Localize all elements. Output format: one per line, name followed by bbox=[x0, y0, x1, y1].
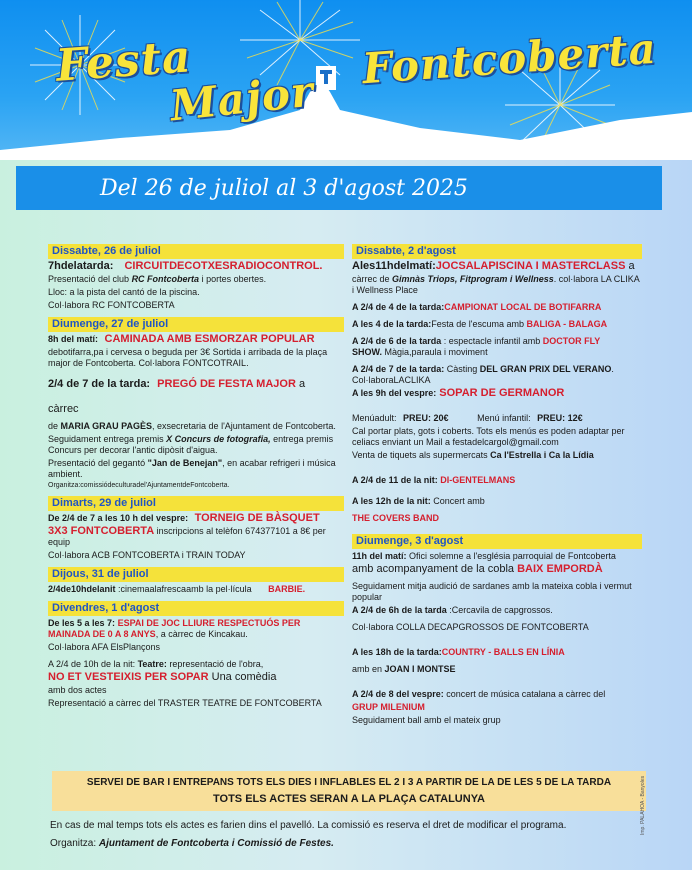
text: Festa de l'escuma amb bbox=[431, 319, 527, 329]
event-time: 7hdelatarda: bbox=[48, 260, 114, 272]
weather-note: En cas de mal temps tots els actes es farien dins el pavelló. La comissió es reserva el dret de modificar el programa. bbox=[50, 820, 567, 831]
text: , a càrrec de Kincakau. bbox=[155, 629, 248, 639]
event-collab: Col·labora RC FONTCOBERTA bbox=[48, 300, 175, 310]
tickets-info bbox=[352, 450, 642, 461]
event-time: 2/4de10hdelanit bbox=[48, 584, 116, 594]
event-time: A 2/4 de 10h de la nit: bbox=[48, 659, 138, 669]
event-time: 11h del matí: bbox=[352, 551, 407, 561]
text: Seguidament entrega premis bbox=[48, 434, 167, 444]
organizer-label: Organitza: bbox=[50, 838, 99, 849]
event-title: PREGÓ DE FESTA MAJOR bbox=[157, 378, 296, 390]
event-pool bbox=[352, 261, 642, 272]
text: :cinemaalafrescaamb la pel·lícula bbox=[115, 584, 252, 594]
event-title: BALIGA - BALAGA bbox=[526, 319, 608, 329]
text: Ofici solemne a l'església parroquial de Fontcoberta bbox=[406, 551, 616, 561]
bar-info-banner bbox=[52, 771, 646, 811]
menu-label: Menúadult: bbox=[352, 413, 397, 423]
event-desc: amb dos actes bbox=[48, 685, 107, 695]
event-collab: Col·labora AFA ElsPlançons bbox=[48, 642, 161, 652]
event-time: A 2/4 de 7 de la tarda: bbox=[352, 364, 445, 374]
text: representació de l'obra, bbox=[166, 659, 264, 669]
event-catalan-concert bbox=[352, 689, 642, 700]
event-walk bbox=[48, 334, 344, 345]
event-desc bbox=[48, 274, 344, 285]
event-foam bbox=[352, 319, 642, 330]
title-major: Major bbox=[167, 66, 317, 131]
event-country-hosts bbox=[352, 664, 642, 675]
day-header-sun27: Diumenge, 27 de juliol bbox=[48, 317, 344, 332]
text: a bbox=[295, 378, 306, 390]
event-time: A 2/4 de 6 de la tarda bbox=[352, 336, 442, 346]
event-mass bbox=[352, 551, 642, 562]
text: , en acabar refrigeri i música ambient. bbox=[48, 458, 336, 479]
event-dance: Seguidament ball amb el mateix grup bbox=[352, 715, 501, 725]
menu-prices bbox=[352, 413, 642, 424]
title-fontcoberta: Fontcoberta bbox=[360, 23, 659, 94]
event-title: COUNTRY - BALLS EN LÍNIA bbox=[441, 647, 565, 657]
left-column bbox=[48, 244, 344, 711]
event-cinema bbox=[48, 584, 344, 595]
event-time: De les 5 a les 7: bbox=[48, 618, 116, 628]
event-concert bbox=[352, 496, 642, 507]
event-botifarra bbox=[352, 302, 642, 313]
event-basket bbox=[48, 513, 344, 524]
text: : espectacle infantil amb bbox=[441, 336, 543, 346]
club-name: RC Fontcoberta bbox=[131, 274, 200, 284]
text-carrec: càrrec bbox=[48, 403, 79, 415]
event-country bbox=[352, 647, 642, 658]
event-prizes bbox=[48, 434, 344, 456]
movie-title: BARBIE. bbox=[268, 584, 306, 594]
event-capgrossos bbox=[352, 605, 642, 616]
event-theatre bbox=[48, 659, 344, 670]
text: :Cercavila de capgrossos. bbox=[446, 605, 553, 615]
event-desc bbox=[48, 526, 344, 548]
event-title: DOCTOR FLY bbox=[542, 336, 601, 346]
day-header-tue29: Dimarts, 29 de juliol bbox=[48, 496, 344, 511]
event-title: TORNEIG DE BÀSQUET bbox=[194, 512, 320, 524]
text: Càsting bbox=[444, 364, 480, 374]
giant-name: "Jan de Benejan" bbox=[147, 458, 223, 468]
event-desc bbox=[352, 274, 642, 296]
event-time: A 2/4 de 4 de la tarda: bbox=[352, 302, 445, 312]
banner-line-2: TOTS ELS ACTES SERAN A LA PLAÇA CATALUNYA bbox=[213, 793, 485, 805]
day-header-thu31: Dijous, 31 de juliol bbox=[48, 567, 344, 582]
banner-line-1: SERVEI DE BAR I ENTREPANS TOTS ELS DIES I INFLABLES EL 2 I 3 A PARTIR DE LA DE LES 5 DE LA TARDA bbox=[86, 777, 612, 788]
organizer-name: Ajuntament de Fontcoberta i Comissió de Festes. bbox=[98, 838, 334, 849]
right-column bbox=[352, 244, 642, 728]
event-band bbox=[352, 513, 642, 524]
speaker-name: MARIA GRAU PAGÈS bbox=[60, 421, 153, 431]
text: càrrec de bbox=[352, 274, 393, 284]
event-dinner bbox=[352, 388, 642, 399]
event-time: De 2/4 de 7 a les 10 h del vespre: bbox=[48, 513, 189, 523]
event-time: Ales11hdelmatí: bbox=[352, 260, 436, 272]
event-group bbox=[352, 702, 642, 713]
event-time: 2/4 de 7 de la tarda: bbox=[48, 378, 151, 390]
event-rc-cars bbox=[48, 261, 344, 272]
text: de bbox=[48, 421, 61, 431]
event-time: A les 4 de la tarda: bbox=[352, 319, 432, 329]
event-play-space bbox=[48, 618, 344, 640]
day-header-sun3: Diumenge, 3 d'agost bbox=[352, 534, 642, 549]
text: Venta de tiquets als supermercats bbox=[352, 450, 491, 460]
event-time: A 2/4 de 6h de la tarda bbox=[352, 605, 447, 615]
text: amb acompanyament de la cobla bbox=[352, 563, 518, 575]
event-title: SOPAR DE GERMANOR bbox=[439, 387, 565, 399]
organizer-line bbox=[50, 838, 334, 849]
event-giant bbox=[48, 458, 344, 480]
event-title: CAMINADA AMB ESMORZAR POPULAR bbox=[104, 333, 315, 345]
event-title: SHOW. bbox=[352, 347, 383, 357]
text: Màgia,paraula i moviment bbox=[382, 347, 488, 357]
menu-price: PREU: 12€ bbox=[537, 413, 583, 423]
text: inscripcions al telèfon 674377101 a 8€ per equip bbox=[48, 526, 326, 547]
play-title: NO ET VESTEIXIS PER SOPAR bbox=[48, 671, 209, 683]
event-dj bbox=[352, 475, 642, 486]
text: Concert amb bbox=[430, 496, 485, 506]
menu-info: Cal portar plats, gots i coberts. Tots els menús es poden adaptar per celiacs enviant un Mail a festadelcargol@gmail.com bbox=[352, 426, 625, 447]
event-collab: Col·labora COLLA DECAPGROSSOS DE FONTCOBERTA bbox=[352, 622, 589, 632]
text: Presentació del club bbox=[48, 274, 132, 284]
event-desc: debotifarra,pa i cervesa o beguda per 3€ Sortida i arribada de la plaça major de Fontcoberta. Col·labora FONTCOTRAIL. bbox=[48, 347, 328, 368]
event-title: CIRCUITDECOTXESRADIOCONTROL. bbox=[124, 260, 323, 272]
band-name: THE COVERS BAND bbox=[352, 513, 440, 523]
event-title: JOCSALAPISCINA I MASTERCLASS bbox=[435, 260, 626, 272]
text: Presentació del gegantó bbox=[48, 458, 148, 468]
event-time: 8h del matí: bbox=[48, 334, 99, 344]
text: amb en bbox=[352, 664, 385, 674]
festival-dates: Del 26 de juliol al 3 d'agost 2025 bbox=[100, 176, 468, 201]
event-title: DEL GRAN PRIX DEL VERANO bbox=[479, 364, 612, 374]
event-title: CAMPIONAT LOCAL DE BOTIFARRA bbox=[444, 302, 602, 312]
event-time: A les 9h del vespre: bbox=[352, 388, 437, 398]
event-organizer: Organitza:comissiódeculturadel'AjuntamentdeFontcoberta. bbox=[48, 482, 230, 489]
event-time: A 2/4 de 8 del vespre: bbox=[352, 689, 444, 699]
menu-price: PREU: 20€ bbox=[403, 413, 449, 423]
text: entrega premis Concurs per decorar l'antic dipòsit d'aigua. bbox=[48, 434, 334, 455]
text: i portes obertes. bbox=[199, 274, 267, 284]
printer-credit: Imp. PALAHOA - Banyoles bbox=[640, 775, 646, 835]
text: . col·labora LA CLIKA i Wellness Place bbox=[352, 274, 640, 295]
text: concert de música catalana a càrrec del bbox=[443, 689, 606, 699]
event-title: 3X3 FONTCOBERTA bbox=[48, 525, 155, 537]
menu-label: Menú infantil: bbox=[477, 413, 531, 423]
text: , exsecretaria de l'Ajuntament de Fontcoberta. bbox=[152, 421, 336, 431]
gym-names: Gimnàs Triops, Fitprogram i Wellness bbox=[392, 274, 554, 284]
event-play bbox=[48, 672, 344, 683]
event-title: ESPAI DE JOC LLIURE RESPECTUÓS PER MAINADA DE 0 A 8 ANYS bbox=[48, 618, 301, 639]
event-speaker bbox=[48, 421, 344, 432]
contest-name: X Concurs de fotografia, bbox=[166, 434, 271, 444]
cobla-name: BAIX EMPORDÀ bbox=[517, 563, 603, 575]
title-festa: Festa bbox=[54, 31, 194, 92]
event-time: A 2/4 de 11 de la nit: bbox=[352, 475, 438, 485]
event-casting bbox=[352, 364, 642, 386]
event-cobla bbox=[352, 564, 642, 575]
day-header-sat26: Dissabte, 26 de juliol bbox=[48, 244, 344, 259]
text: a bbox=[625, 260, 635, 272]
header-banner bbox=[0, 0, 692, 160]
text: Teatre: bbox=[137, 659, 167, 669]
group-name: GRUP MILENIUM bbox=[352, 702, 425, 712]
text: Una comèdia bbox=[208, 671, 277, 683]
event-time: A les 12h de la nit: bbox=[352, 496, 431, 506]
shops: Ca l'Estrella i Ca la Lídia bbox=[490, 450, 594, 460]
event-title: DI-GENTELMANS bbox=[440, 475, 516, 485]
event-pregon bbox=[48, 379, 344, 390]
event-time: A les 18h de la tarda: bbox=[352, 647, 442, 657]
event-desc: Representació a càrrec del TRASTER TEATRE DE FONTCOBERTA bbox=[48, 698, 322, 708]
text: . Col·laboraLACLIKA bbox=[352, 364, 614, 385]
day-header-sat2: Dissabte, 2 d'agost bbox=[352, 244, 642, 259]
event-doctor-fly bbox=[352, 336, 642, 358]
event-place: Lloc: a la pista del cantó de la piscina. bbox=[48, 287, 200, 297]
hosts: JOAN I MONTSE bbox=[384, 664, 456, 674]
day-header-fri1: Divendres, 1 d'agost bbox=[48, 601, 344, 616]
event-sardanes: Seguidament mitja audició de sardanes amb la mateixa cobla i vermut popular bbox=[352, 581, 632, 602]
event-collab: Col·labora ACB FONTCOBERTA i TRAIN TODAY bbox=[48, 550, 246, 560]
